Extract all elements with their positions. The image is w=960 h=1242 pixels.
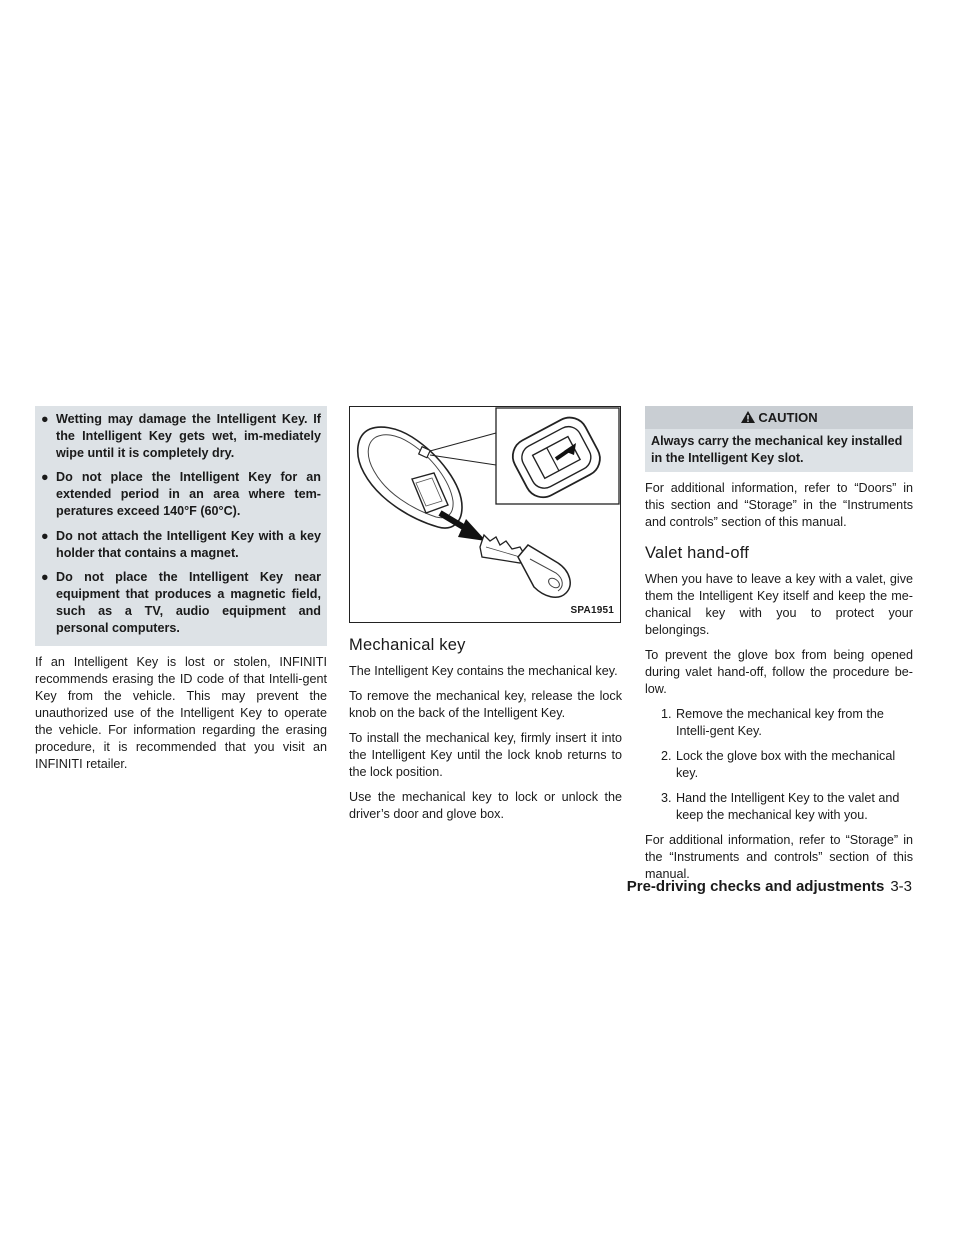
key-illustration [349, 406, 621, 623]
step-number: 2. [661, 749, 672, 763]
warning-box [35, 406, 327, 646]
caution-box [645, 406, 913, 472]
step-number: 3. [661, 791, 672, 805]
left-column [35, 406, 327, 781]
mechanical-key-paragraph: Use the mechanical key to lock or unlock the driver’s door and glove box. [349, 790, 622, 821]
step-text: Remove the mechanical key from the Intelli-gent Key. [676, 707, 884, 738]
warning-text: Do not place the Intelligent Key near equipment that produces a magnetic field, such as a TV, audio equipment and personal computers. [56, 570, 321, 635]
step-number: 1. [661, 707, 672, 721]
warning-item [41, 569, 321, 636]
valet-step [645, 748, 913, 782]
caution-text: Always carry the mechanical key installed in the Intelligent Key slot. [651, 434, 903, 465]
page-number: 3-3 [890, 878, 912, 895]
caution-header [645, 406, 913, 429]
additional-info-paragraph: For additional information, refer to “Doors” in this section and “Storage” in the “Instruments and controls” section of this manual. [645, 481, 913, 529]
lost-key-paragraph: If an Intelligent Key is lost or stolen, INFINITI recommends erasing the ID code of that Intelli-gent Key from the vehicle. This may prevent the unauthorized use of the Intelligent Key to operate the vehicle. For information regarding the erasing procedure, it is recommended that you visit an INFINITI retailer. [35, 654, 327, 771]
mechanical-key-paragraph: To remove the mechanical key, release the lock knob on the back of the Intelligent Key. [349, 689, 622, 720]
middle-column [349, 406, 622, 831]
valet-step [645, 706, 913, 740]
bullet-icon: ● [41, 528, 49, 543]
page-footer [627, 878, 912, 895]
step-text: Lock the glove box with the mechanical key. [676, 749, 896, 780]
mechanical-key-paragraph: The Intelligent Key contains the mechanical key. [349, 664, 618, 678]
valet-paragraph: To prevent the glove box from being opened during valet hand-off, follow the procedure be-low. [645, 648, 913, 696]
valet-heading: Valet hand-off [645, 544, 750, 562]
valet-step [645, 790, 913, 824]
warning-text: Do not place the Intelligent Key for an extended period in an area where tem-peratures exceed 140°F (60°C). [56, 470, 321, 518]
valet-paragraph: When you have to leave a key with a valet, give them the Intelligent Key itself and keep the me-chanical key with you to protect your belongings. [645, 572, 913, 637]
caution-label: CAUTION [758, 410, 818, 425]
mechanical-key-paragraph: To install the mechanical key, firmly insert it into the Intelligent Key until the lock knob returns to the lock position. [349, 731, 622, 779]
bullet-icon: ● [41, 412, 49, 426]
warning-triangle-icon [740, 408, 756, 431]
warning-item [41, 469, 321, 519]
valet-steps [645, 706, 913, 824]
right-column [645, 406, 913, 891]
warning-list [41, 411, 321, 637]
warning-item [41, 411, 321, 461]
bullet-icon: ● [41, 470, 49, 485]
warning-item [41, 528, 321, 562]
warning-text: Wetting may damage the Intelligent Key. If the Intelligent Key gets wet, im-mediately wipe until it is completely dry. [56, 412, 321, 460]
bullet-icon: ● [41, 570, 49, 585]
figure-code: SPA1951 [570, 605, 614, 616]
warning-text: Do not attach the Intelligent Key with a key holder that contains a magnet. [56, 528, 321, 560]
step-text: Hand the Intelligent Key to the valet and keep the mechanical key with you. [676, 791, 900, 822]
mechanical-key-heading: Mechanical key [349, 636, 466, 654]
valet-paragraph: For additional information, refer to “Storage” in the “Instruments and controls” section of this manual. [645, 833, 913, 881]
intelligent-key-illustration-icon [350, 407, 620, 622]
footer-section-title: Pre-driving checks and adjustments [626, 878, 885, 895]
